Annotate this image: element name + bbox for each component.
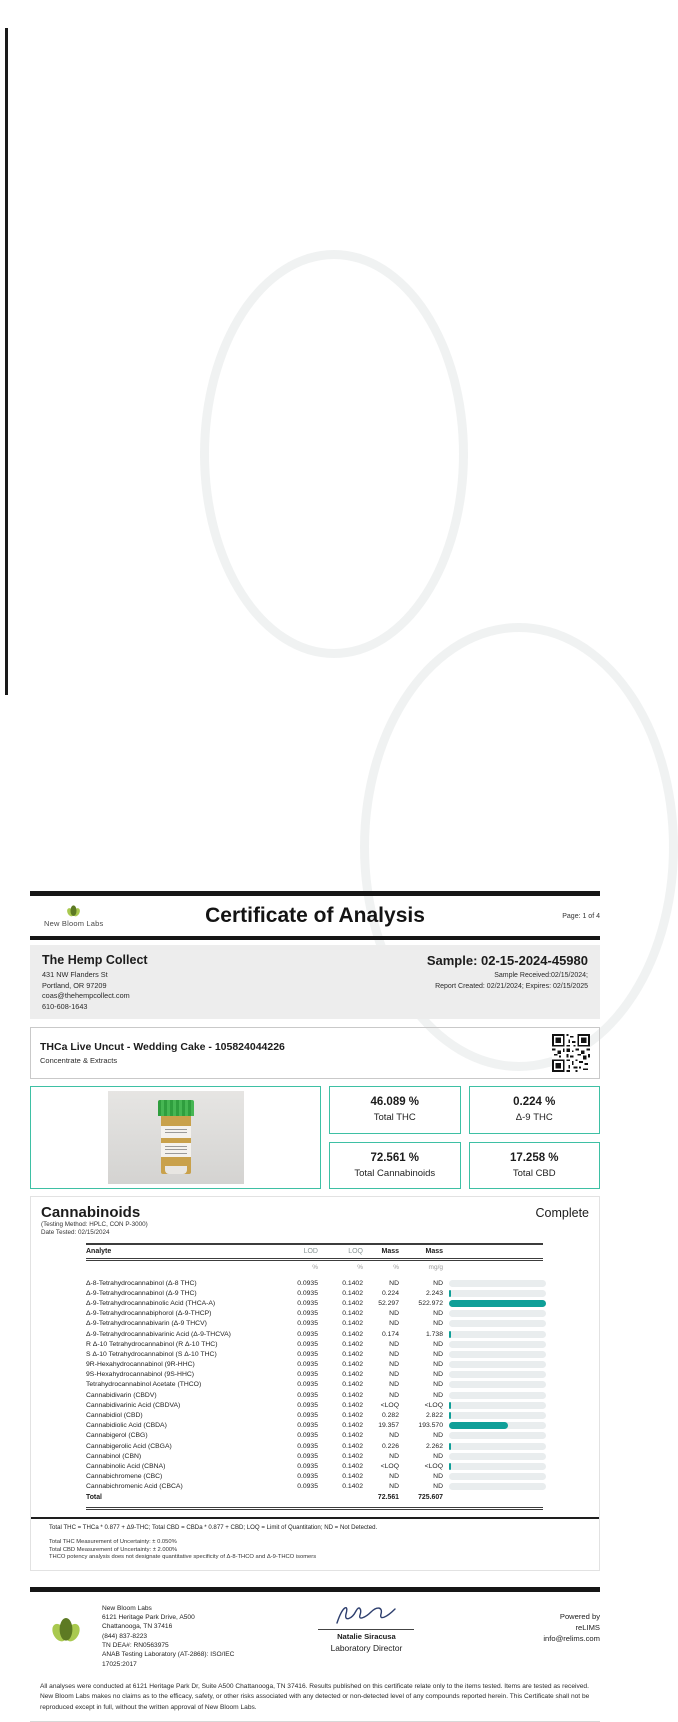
analyte-name: R Δ-10 Tetrahydrocannabinol (R Δ-10 THC) [86, 1340, 218, 1348]
loq-value: 0.1402 [342, 1279, 363, 1287]
powered-by-label: Powered by [559, 1611, 600, 1621]
mass-bar [443, 1473, 543, 1480]
table-row [86, 1431, 543, 1441]
analyte-name: Cannabichromenic Acid (CBCA) [86, 1483, 183, 1491]
client-email: coas@thehempcollect.com [42, 991, 130, 1000]
mass-mgg-value: ND [433, 1391, 443, 1399]
testing-method: (Testing Method: HPLC, CON P-3000) [41, 1221, 148, 1228]
header-rule [30, 936, 600, 940]
summary-stats [329, 1086, 600, 1189]
mass-pct-value: <LOQ [380, 1462, 399, 1470]
loq-value: 0.1402 [342, 1432, 363, 1440]
mass-mgg-value: 1.738 [425, 1330, 443, 1338]
stat-label: Total THC [373, 1112, 416, 1124]
page-number: Page: 1 of 4 [562, 912, 600, 920]
table-row [86, 1410, 543, 1420]
loq-value: 0.1402 [342, 1361, 363, 1369]
loq-value: 0.1402 [342, 1350, 363, 1358]
lab-logo-text: New Bloom Labs [44, 919, 104, 928]
mass-pct-value: ND [389, 1381, 399, 1389]
client-phone: 610-608-1643 [42, 1001, 88, 1011]
signer-name: Natalie Siracusa [337, 1631, 396, 1641]
mass-mgg-value: 522.972 [418, 1299, 443, 1307]
signature-block [306, 1601, 426, 1653]
certificate-page [30, 35, 600, 1722]
stat-label: Δ-9 THC [515, 1112, 553, 1124]
loq-value: 0.1402 [342, 1401, 363, 1409]
table-row [86, 1370, 543, 1380]
table-row [86, 1451, 543, 1461]
lod-value: 0.0935 [297, 1452, 318, 1460]
mass-mgg-value: 193.570 [418, 1422, 443, 1430]
mass-pct-value: ND [389, 1279, 399, 1287]
total-label: Total [86, 1494, 102, 1502]
analyte-name: Cannabidiol (CBD) [86, 1412, 143, 1420]
mass-bar [443, 1402, 543, 1409]
lab-address-line: 6121 Heritage Park Drive, A500 [102, 1614, 195, 1622]
lod-value: 0.0935 [297, 1391, 318, 1399]
stat-d9-thc [469, 1086, 601, 1134]
lod-value: 0.0935 [297, 1412, 318, 1420]
analyte-name: Cannabigerolic Acid (CBGA) [86, 1442, 172, 1450]
mass-bar [443, 1371, 543, 1378]
page-left-border [5, 28, 8, 695]
client-name: The Hemp Collect [42, 953, 148, 967]
table-row [86, 1329, 543, 1339]
lod-value: 0.0935 [297, 1371, 318, 1379]
stat-value: 0.224 % [513, 1096, 556, 1109]
mass-pct-value: 19.357 [378, 1422, 399, 1430]
col-mass-mgg: Mass [425, 1248, 443, 1255]
loq-value: 0.1402 [342, 1452, 363, 1460]
table-row [86, 1339, 543, 1349]
lod-value: 0.0935 [297, 1483, 318, 1491]
footer-section [30, 1601, 600, 1669]
note-line: Total CBD Measurement of Uncertainty: ± 2.000% [49, 1546, 178, 1553]
analyte-name: Δ-9-Tetrahydrocannabivarin (Δ-9 THCV) [86, 1320, 207, 1328]
mass-mgg-value: <LOQ [424, 1462, 443, 1470]
analyte-name: Δ-8-Tetrahydrocannabinol (Δ-8 THC) [86, 1279, 197, 1287]
mass-bar [443, 1290, 543, 1297]
table-bottom-rule [86, 1506, 543, 1510]
mass-mgg-value: ND [433, 1381, 443, 1389]
date-tested: Date Tested: 02/15/2024 [41, 1229, 110, 1236]
powered-by-block [543, 1601, 600, 1644]
mass-pct-value: ND [389, 1320, 399, 1328]
mass-mgg-value: ND [433, 1432, 443, 1440]
table-row [86, 1441, 543, 1451]
unit-loq: % [357, 1263, 363, 1271]
calculation-footnote: Total THC = THCa * 0.877 + Δ9-THC; Total CBD = CBDa * 0.877 + CBD; LOQ = Limit of Quantitation; ND = Not Detected. [49, 1523, 378, 1531]
mass-mgg-value: 2.262 [425, 1442, 443, 1450]
product-info [40, 1041, 285, 1065]
loq-value: 0.1402 [342, 1422, 363, 1430]
stat-value: 17.258 % [509, 1151, 559, 1164]
table-row [86, 1288, 543, 1298]
mass-bar [443, 1381, 543, 1388]
section-status: Complete [535, 1206, 589, 1220]
table-row [86, 1349, 543, 1359]
sample-vial [158, 1100, 194, 1182]
loq-value: 0.1402 [342, 1462, 363, 1470]
total-mass-mgg: 725.607 [418, 1494, 443, 1502]
mass-bar [443, 1280, 543, 1287]
stat-label: Total CBD [512, 1167, 556, 1179]
powered-by-email: info@relims.com [543, 1633, 600, 1643]
lod-value: 0.0935 [297, 1310, 318, 1318]
mass-pct-value: ND [389, 1350, 399, 1358]
analyte-name: S Δ-10 Tetrahydrocannabinol (S Δ-10 THC) [86, 1350, 217, 1358]
lod-value: 0.0935 [297, 1462, 318, 1470]
loq-value: 0.1402 [342, 1330, 363, 1338]
mass-pct-value: 0.282 [381, 1412, 399, 1420]
col-analyte: Analyte [86, 1248, 112, 1255]
mass-mgg-value: ND [433, 1350, 443, 1358]
lod-value: 0.0935 [297, 1330, 318, 1338]
mass-mgg-value: <LOQ [424, 1401, 443, 1409]
analyte-name: Cannabinol (CBN) [86, 1452, 142, 1460]
page-title: Certificate of Analysis [205, 904, 425, 927]
uncertainty-notes [31, 1531, 599, 1564]
table-row [86, 1390, 543, 1400]
loq-value: 0.1402 [342, 1289, 363, 1297]
mass-mgg-value: ND [433, 1340, 443, 1348]
analyte-name: Δ-9-Tetrahydrocannabinolic Acid (THCA-A) [86, 1299, 216, 1307]
lab-accreditation: 17025:2017 [102, 1660, 137, 1668]
lod-value: 0.0935 [297, 1381, 318, 1389]
mass-bar [443, 1320, 543, 1327]
table-row [86, 1278, 543, 1288]
leaf-logo-icon [50, 1615, 82, 1645]
signature-icon [329, 1601, 403, 1629]
lod-value: 0.0935 [297, 1320, 318, 1328]
watermark [200, 250, 468, 658]
results-summary-section [30, 1086, 600, 1189]
mass-mgg-value: ND [433, 1371, 443, 1379]
mass-mgg-value: ND [433, 1452, 443, 1460]
mass-bar [443, 1341, 543, 1348]
product-section [30, 1027, 600, 1079]
mass-bar [443, 1351, 543, 1358]
lod-value: 0.0935 [297, 1473, 318, 1481]
mass-mgg-value: ND [433, 1310, 443, 1318]
table-header-row [86, 1243, 543, 1261]
client-address-line: 431 NW Flanders St [42, 970, 108, 979]
table-row [86, 1319, 543, 1329]
cannabinoids-table [86, 1243, 543, 1504]
lod-value: 0.0935 [297, 1442, 318, 1450]
analyte-name: Cannabidivarin (CBDV) [86, 1391, 157, 1399]
mass-mgg-value: ND [433, 1279, 443, 1287]
lod-value: 0.0935 [297, 1401, 318, 1409]
analyte-name: Δ-9-Tetrahydrocannabinol (Δ-9 THC) [86, 1289, 197, 1297]
stat-total-cbd [469, 1142, 601, 1190]
cannabinoids-section [30, 1196, 600, 1571]
sample-received: Sample Received:02/15/2024; [494, 972, 588, 979]
table-row [86, 1472, 543, 1482]
signature-line [318, 1629, 414, 1630]
mass-mgg-value: ND [433, 1361, 443, 1369]
lab-dea: TN DEA#: RN0563975 [102, 1641, 169, 1649]
sample-photo [108, 1091, 244, 1184]
analyte-name: Δ-9-Tetrahydrocannabiphorol (Δ-9-THCP) [86, 1310, 212, 1318]
col-lod: LOD [303, 1248, 318, 1255]
loq-value: 0.1402 [342, 1320, 363, 1328]
report-created: Report Created: 02/21/2024; Expires: 02/15/2025 [435, 982, 588, 990]
analyte-name: 9R-Hexahydrocannabinol (9R-HHC) [86, 1361, 195, 1369]
col-loq: LOQ [348, 1248, 363, 1255]
mass-bar [443, 1432, 543, 1439]
lab-contact-info [102, 1601, 234, 1669]
lod-value: 0.0935 [297, 1340, 318, 1348]
lod-value: 0.0935 [297, 1289, 318, 1297]
mass-pct-value: <LOQ [380, 1401, 399, 1409]
lod-value: 0.0935 [297, 1422, 318, 1430]
client-info [42, 953, 148, 1012]
mass-pct-value: ND [389, 1452, 399, 1460]
loq-value: 0.1402 [342, 1391, 363, 1399]
stat-total-thc [329, 1086, 461, 1134]
table-row [86, 1309, 543, 1319]
lab-accreditation: ANAB Testing Laboratory (AT-2868): ISO/IEC [102, 1651, 235, 1659]
mass-bar [443, 1483, 543, 1490]
loq-value: 0.1402 [342, 1371, 363, 1379]
note-line: THCO potency analysis does not designate quantitative specificity of Δ-8-THCO and Δ-9-THCO isomers [49, 1554, 317, 1561]
lod-value: 0.0935 [297, 1432, 318, 1440]
mass-bar [443, 1300, 543, 1307]
mass-pct-value: ND [389, 1361, 399, 1369]
loq-value: 0.1402 [342, 1483, 363, 1491]
mass-mgg-value: 2.243 [425, 1289, 443, 1297]
mass-bar [443, 1310, 543, 1317]
loq-value: 0.1402 [342, 1310, 363, 1318]
client-address-line: Portland, OR 97209 [42, 980, 107, 990]
table-row [86, 1421, 543, 1431]
cannabinoids-header [31, 1204, 599, 1221]
analyte-name: Δ-9-Tetrahydrocannabivarinic Acid (Δ-9-THCVA) [86, 1330, 231, 1338]
mass-mgg-value: ND [433, 1483, 443, 1491]
mass-pct-value: ND [389, 1483, 399, 1491]
product-category: Concentrate & Extracts [40, 1056, 118, 1065]
note-line: Total THC Measurement of Uncertainty: ± 0.050% [49, 1538, 177, 1545]
mass-pct-value: ND [389, 1310, 399, 1318]
mass-pct-value: ND [389, 1340, 399, 1348]
stat-value: 46.089 % [370, 1096, 420, 1109]
table-row [86, 1380, 543, 1390]
sample-id: Sample: 02-15-2024-45980 [426, 953, 588, 968]
table-row [86, 1360, 543, 1370]
lod-value: 0.0935 [297, 1350, 318, 1358]
table-row [86, 1461, 543, 1471]
mass-mgg-value: ND [433, 1473, 443, 1481]
loq-value: 0.1402 [342, 1412, 363, 1420]
stat-total-cannabinoids [329, 1142, 461, 1190]
table-units-row [86, 1261, 543, 1273]
total-mass-pct: 72.561 [377, 1494, 399, 1502]
lod-value: 0.0935 [297, 1279, 318, 1287]
mass-pct-value: 0.226 [381, 1442, 399, 1450]
mass-bar [443, 1453, 543, 1460]
analyte-name: Cannabichromene (CBC) [86, 1473, 163, 1481]
sample-info [427, 953, 588, 1012]
qr-code [552, 1034, 590, 1072]
loq-value: 0.1402 [342, 1299, 363, 1307]
mass-pct-value: ND [389, 1391, 399, 1399]
analyte-name: Cannabidivarinic Acid (CBDVA) [86, 1401, 181, 1409]
mass-bar [443, 1443, 543, 1450]
mass-pct-value: 0.224 [381, 1289, 399, 1297]
signer-title: Laboratory Director [330, 1642, 403, 1653]
unit-mass-pct: % [393, 1263, 399, 1271]
sample-photo-frame [30, 1086, 321, 1189]
stat-label: Total Cannabinoids [354, 1167, 436, 1179]
loq-value: 0.1402 [342, 1340, 363, 1348]
loq-value: 0.1402 [342, 1442, 363, 1450]
mass-bar [443, 1331, 543, 1338]
mass-bar [443, 1412, 543, 1419]
stat-value: 72.561 % [370, 1151, 420, 1164]
table-body [86, 1278, 543, 1492]
loq-value: 0.1402 [342, 1381, 363, 1389]
report-header [30, 896, 600, 936]
unit-lod: % [312, 1263, 318, 1271]
analyte-name: Tetrahydrocannabinol Acetate (THCO) [86, 1381, 202, 1389]
mass-pct-value: 52.297 [378, 1299, 399, 1307]
col-mass-pct: Mass [381, 1248, 399, 1255]
footer-rule [30, 1587, 600, 1592]
table-row [86, 1298, 543, 1308]
mass-bar [443, 1392, 543, 1399]
mass-bar [443, 1422, 543, 1429]
analyte-name: Cannabinolic Acid (CBNA) [86, 1462, 166, 1470]
mass-bar [443, 1361, 543, 1368]
loq-value: 0.1402 [342, 1473, 363, 1481]
analyte-name: Cannabigerol (CBG) [86, 1432, 148, 1440]
disclaimer-text: All analyses were conducted at 6121 Heritage Park Dr, Suite A500 Chattanooga, TN 37416. Results published on this certificate relate only to the items tested. Items are tested as received. New Bloom Labs makes no claims as to the efficacy, safety, or other risks associated with any detected or non-detected level of any compounds reported herein. This Certificate shall not be reproduced except in full, without the written approval of New Bloom Labs. [30, 1682, 600, 1722]
mass-pct-value: 0.174 [381, 1330, 399, 1338]
section-title: Cannabinoids [41, 1204, 141, 1221]
lod-value: 0.0935 [297, 1299, 318, 1307]
footer-logo [30, 1601, 102, 1645]
mass-pct-value: ND [389, 1371, 399, 1379]
powered-by-brand: reLIMS [575, 1622, 600, 1632]
table-row [86, 1482, 543, 1492]
mass-mgg-value: 2.822 [425, 1412, 443, 1420]
product-name: THCa Live Uncut - Wedding Cake - 105824044226 [40, 1041, 285, 1053]
mass-mgg-value: ND [433, 1320, 443, 1328]
analyte-name: 9S-Hexahydrocannabinol (9S-HHC) [86, 1371, 195, 1379]
client-sample-section [30, 945, 600, 1019]
mass-pct-value: ND [389, 1473, 399, 1481]
lab-address-line: Chattanooga, TN 37416 [102, 1623, 173, 1631]
unit-mass-mgg: mg/g [428, 1263, 443, 1271]
table-row [86, 1400, 543, 1410]
mass-bar [443, 1463, 543, 1470]
analyte-name: Cannabidiolic Acid (CBDA) [86, 1422, 167, 1430]
lod-value: 0.0935 [297, 1361, 318, 1369]
lab-phone: (844) 837-8223 [102, 1632, 148, 1640]
mass-pct-value: ND [389, 1432, 399, 1440]
lab-name: New Bloom Labs [102, 1604, 152, 1612]
table-total-row [86, 1492, 543, 1504]
